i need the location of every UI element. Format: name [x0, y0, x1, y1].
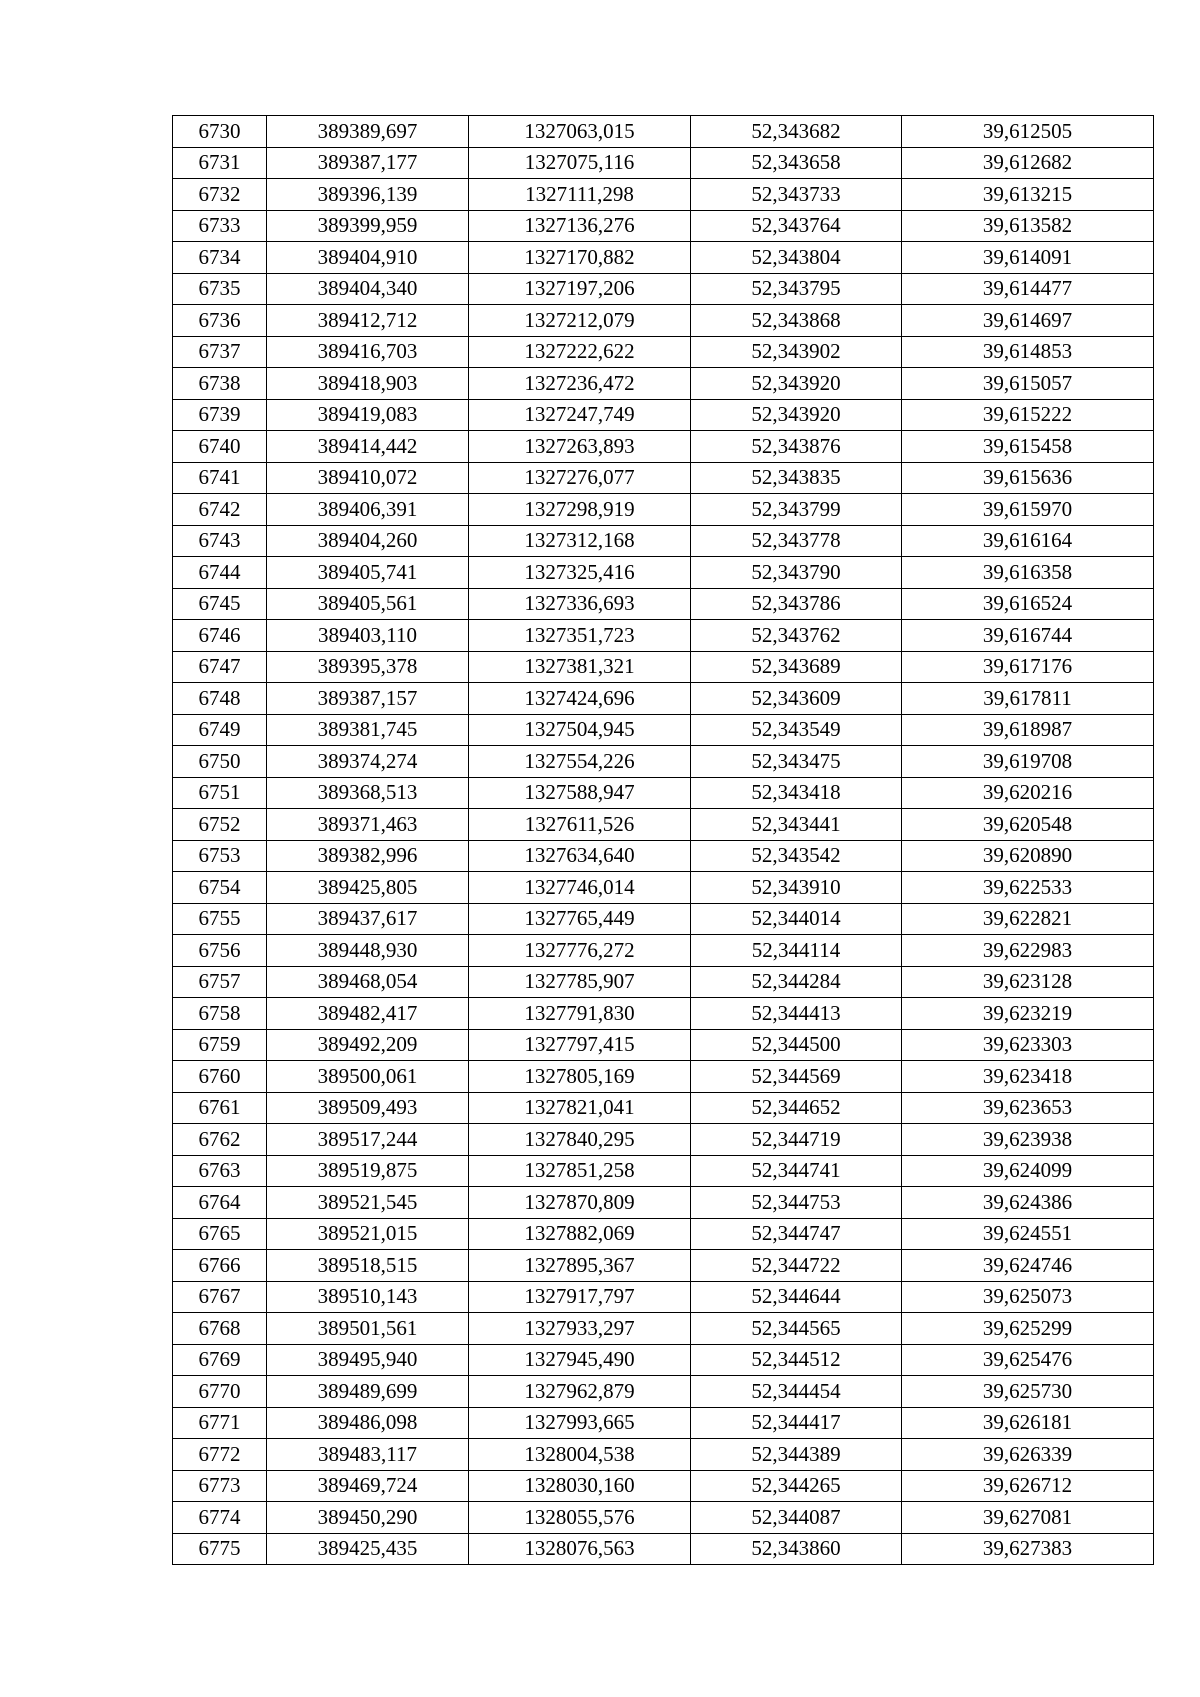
y-coordinate-cell: 1327945,490 [469, 1344, 691, 1376]
longitude-cell: 39,613582 [902, 210, 1154, 242]
point-number-cell: 6751 [173, 777, 267, 809]
table-row [173, 494, 1154, 526]
x-coordinate-cell: 389500,061 [267, 1061, 469, 1093]
point-number-cell: 6772 [173, 1439, 267, 1471]
point-number-cell: 6741 [173, 462, 267, 494]
longitude-cell: 39,625073 [902, 1281, 1154, 1313]
table-row [173, 1470, 1154, 1502]
point-number-cell: 6743 [173, 525, 267, 557]
x-coordinate-cell: 389517,244 [267, 1124, 469, 1156]
x-coordinate-cell: 389374,274 [267, 746, 469, 778]
y-coordinate-cell: 1327063,015 [469, 116, 691, 148]
latitude-cell: 52,344569 [691, 1061, 902, 1093]
table-row [173, 399, 1154, 431]
latitude-cell: 52,344719 [691, 1124, 902, 1156]
point-number-cell: 6773 [173, 1470, 267, 1502]
latitude-cell: 52,343902 [691, 336, 902, 368]
table-row [173, 998, 1154, 1030]
longitude-cell: 39,617176 [902, 651, 1154, 683]
point-number-cell: 6749 [173, 714, 267, 746]
latitude-cell: 52,343790 [691, 557, 902, 589]
x-coordinate-cell: 389501,561 [267, 1313, 469, 1345]
y-coordinate-cell: 1327212,079 [469, 305, 691, 337]
longitude-cell: 39,615458 [902, 431, 1154, 463]
y-coordinate-cell: 1328004,538 [469, 1439, 691, 1471]
x-coordinate-cell: 389381,745 [267, 714, 469, 746]
y-coordinate-cell: 1327197,206 [469, 273, 691, 305]
latitude-cell: 52,343876 [691, 431, 902, 463]
point-number-cell: 6759 [173, 1029, 267, 1061]
point-number-cell: 6769 [173, 1344, 267, 1376]
table-row [173, 431, 1154, 463]
y-coordinate-cell: 1327298,919 [469, 494, 691, 526]
table-row [173, 1533, 1154, 1565]
longitude-cell: 39,623128 [902, 966, 1154, 998]
latitude-cell: 52,344512 [691, 1344, 902, 1376]
x-coordinate-cell: 389405,561 [267, 588, 469, 620]
latitude-cell: 52,343804 [691, 242, 902, 274]
coordinates-table [172, 115, 1154, 1565]
table-row [173, 1439, 1154, 1471]
longitude-cell: 39,614853 [902, 336, 1154, 368]
longitude-cell: 39,623303 [902, 1029, 1154, 1061]
x-coordinate-cell: 389412,712 [267, 305, 469, 337]
latitude-cell: 52,343689 [691, 651, 902, 683]
table-row [173, 746, 1154, 778]
x-coordinate-cell: 389406,391 [267, 494, 469, 526]
x-coordinate-cell: 389371,463 [267, 809, 469, 841]
y-coordinate-cell: 1327554,226 [469, 746, 691, 778]
table-row [173, 683, 1154, 715]
latitude-cell: 52,344087 [691, 1502, 902, 1534]
table-row [173, 1407, 1154, 1439]
table-row [173, 1250, 1154, 1282]
point-number-cell: 6731 [173, 147, 267, 179]
y-coordinate-cell: 1328030,160 [469, 1470, 691, 1502]
y-coordinate-cell: 1327797,415 [469, 1029, 691, 1061]
longitude-cell: 39,623418 [902, 1061, 1154, 1093]
longitude-cell: 39,622983 [902, 935, 1154, 967]
point-number-cell: 6761 [173, 1092, 267, 1124]
y-coordinate-cell: 1327075,116 [469, 147, 691, 179]
y-coordinate-cell: 1327746,014 [469, 872, 691, 904]
table-row [173, 809, 1154, 841]
table-row [173, 1061, 1154, 1093]
point-number-cell: 6740 [173, 431, 267, 463]
y-coordinate-cell: 1327504,945 [469, 714, 691, 746]
latitude-cell: 52,343920 [691, 399, 902, 431]
point-number-cell: 6767 [173, 1281, 267, 1313]
longitude-cell: 39,622533 [902, 872, 1154, 904]
point-number-cell: 6738 [173, 368, 267, 400]
y-coordinate-cell: 1327611,526 [469, 809, 691, 841]
latitude-cell: 52,343764 [691, 210, 902, 242]
x-coordinate-cell: 389368,513 [267, 777, 469, 809]
longitude-cell: 39,623653 [902, 1092, 1154, 1124]
point-number-cell: 6753 [173, 840, 267, 872]
latitude-cell: 52,343658 [691, 147, 902, 179]
y-coordinate-cell: 1327933,297 [469, 1313, 691, 1345]
table-row [173, 1029, 1154, 1061]
point-number-cell: 6775 [173, 1533, 267, 1565]
y-coordinate-cell: 1328076,563 [469, 1533, 691, 1565]
x-coordinate-cell: 389492,209 [267, 1029, 469, 1061]
x-coordinate-cell: 389468,054 [267, 966, 469, 998]
longitude-cell: 39,619708 [902, 746, 1154, 778]
point-number-cell: 6752 [173, 809, 267, 841]
point-number-cell: 6754 [173, 872, 267, 904]
longitude-cell: 39,625476 [902, 1344, 1154, 1376]
table-row [173, 368, 1154, 400]
latitude-cell: 52,344389 [691, 1439, 902, 1471]
table-row [173, 273, 1154, 305]
table-row [173, 525, 1154, 557]
y-coordinate-cell: 1327634,640 [469, 840, 691, 872]
latitude-cell: 52,343786 [691, 588, 902, 620]
table-row [173, 305, 1154, 337]
table-row [173, 903, 1154, 935]
latitude-cell: 52,344265 [691, 1470, 902, 1502]
x-coordinate-cell: 389404,260 [267, 525, 469, 557]
x-coordinate-cell: 389382,996 [267, 840, 469, 872]
y-coordinate-cell: 1327263,893 [469, 431, 691, 463]
table-row [173, 210, 1154, 242]
longitude-cell: 39,625299 [902, 1313, 1154, 1345]
latitude-cell: 52,344500 [691, 1029, 902, 1061]
latitude-cell: 52,343860 [691, 1533, 902, 1565]
point-number-cell: 6746 [173, 620, 267, 652]
x-coordinate-cell: 389405,741 [267, 557, 469, 589]
latitude-cell: 52,344284 [691, 966, 902, 998]
y-coordinate-cell: 1327236,472 [469, 368, 691, 400]
x-coordinate-cell: 389518,515 [267, 1250, 469, 1282]
point-number-cell: 6735 [173, 273, 267, 305]
latitude-cell: 52,343549 [691, 714, 902, 746]
y-coordinate-cell: 1327791,830 [469, 998, 691, 1030]
point-number-cell: 6750 [173, 746, 267, 778]
longitude-cell: 39,624099 [902, 1155, 1154, 1187]
y-coordinate-cell: 1327111,298 [469, 179, 691, 211]
y-coordinate-cell: 1327312,168 [469, 525, 691, 557]
y-coordinate-cell: 1327882,069 [469, 1218, 691, 1250]
y-coordinate-cell: 1327336,693 [469, 588, 691, 620]
point-number-cell: 6774 [173, 1502, 267, 1534]
point-number-cell: 6771 [173, 1407, 267, 1439]
y-coordinate-cell: 1327276,077 [469, 462, 691, 494]
y-coordinate-cell: 1328055,576 [469, 1502, 691, 1534]
x-coordinate-cell: 389416,703 [267, 336, 469, 368]
point-number-cell: 6730 [173, 116, 267, 148]
table-row [173, 242, 1154, 274]
y-coordinate-cell: 1327962,879 [469, 1376, 691, 1408]
x-coordinate-cell: 389509,493 [267, 1092, 469, 1124]
latitude-cell: 52,343868 [691, 305, 902, 337]
longitude-cell: 39,624746 [902, 1250, 1154, 1282]
x-coordinate-cell: 389448,930 [267, 935, 469, 967]
point-number-cell: 6732 [173, 179, 267, 211]
longitude-cell: 39,617811 [902, 683, 1154, 715]
longitude-cell: 39,620890 [902, 840, 1154, 872]
longitude-cell: 39,627081 [902, 1502, 1154, 1534]
x-coordinate-cell: 389403,110 [267, 620, 469, 652]
longitude-cell: 39,626339 [902, 1439, 1154, 1471]
point-number-cell: 6768 [173, 1313, 267, 1345]
x-coordinate-cell: 389483,117 [267, 1439, 469, 1471]
longitude-cell: 39,623938 [902, 1124, 1154, 1156]
x-coordinate-cell: 389410,072 [267, 462, 469, 494]
longitude-cell: 39,615057 [902, 368, 1154, 400]
table-row [173, 1502, 1154, 1534]
table-row [173, 714, 1154, 746]
y-coordinate-cell: 1327765,449 [469, 903, 691, 935]
latitude-cell: 52,344417 [691, 1407, 902, 1439]
table-row [173, 336, 1154, 368]
longitude-cell: 39,615636 [902, 462, 1154, 494]
point-number-cell: 6766 [173, 1250, 267, 1282]
longitude-cell: 39,626712 [902, 1470, 1154, 1502]
longitude-cell: 39,620548 [902, 809, 1154, 841]
longitude-cell: 39,613215 [902, 179, 1154, 211]
point-number-cell: 6737 [173, 336, 267, 368]
y-coordinate-cell: 1327170,882 [469, 242, 691, 274]
longitude-cell: 39,616744 [902, 620, 1154, 652]
x-coordinate-cell: 389425,805 [267, 872, 469, 904]
longitude-cell: 39,625730 [902, 1376, 1154, 1408]
longitude-cell: 39,616524 [902, 588, 1154, 620]
table-row [173, 1124, 1154, 1156]
point-number-cell: 6733 [173, 210, 267, 242]
y-coordinate-cell: 1327993,665 [469, 1407, 691, 1439]
x-coordinate-cell: 389469,724 [267, 1470, 469, 1502]
latitude-cell: 52,343799 [691, 494, 902, 526]
y-coordinate-cell: 1327247,749 [469, 399, 691, 431]
x-coordinate-cell: 389404,910 [267, 242, 469, 274]
longitude-cell: 39,615970 [902, 494, 1154, 526]
longitude-cell: 39,612682 [902, 147, 1154, 179]
table-row [173, 1218, 1154, 1250]
latitude-cell: 52,343733 [691, 179, 902, 211]
latitude-cell: 52,343418 [691, 777, 902, 809]
point-number-cell: 6756 [173, 935, 267, 967]
point-number-cell: 6748 [173, 683, 267, 715]
latitude-cell: 52,344565 [691, 1313, 902, 1345]
longitude-cell: 39,616164 [902, 525, 1154, 557]
point-number-cell: 6734 [173, 242, 267, 274]
point-number-cell: 6760 [173, 1061, 267, 1093]
point-number-cell: 6755 [173, 903, 267, 935]
x-coordinate-cell: 389404,340 [267, 273, 469, 305]
latitude-cell: 52,344413 [691, 998, 902, 1030]
point-number-cell: 6758 [173, 998, 267, 1030]
x-coordinate-cell: 389521,545 [267, 1187, 469, 1219]
table-row [173, 1092, 1154, 1124]
table-row [173, 588, 1154, 620]
point-number-cell: 6770 [173, 1376, 267, 1408]
x-coordinate-cell: 389510,143 [267, 1281, 469, 1313]
x-coordinate-cell: 389418,903 [267, 368, 469, 400]
longitude-cell: 39,618987 [902, 714, 1154, 746]
table-row [173, 966, 1154, 998]
table-row [173, 1187, 1154, 1219]
point-number-cell: 6744 [173, 557, 267, 589]
x-coordinate-cell: 389482,417 [267, 998, 469, 1030]
y-coordinate-cell: 1327870,809 [469, 1187, 691, 1219]
latitude-cell: 52,343682 [691, 116, 902, 148]
y-coordinate-cell: 1327381,321 [469, 651, 691, 683]
x-coordinate-cell: 389387,157 [267, 683, 469, 715]
longitude-cell: 39,623219 [902, 998, 1154, 1030]
y-coordinate-cell: 1327851,258 [469, 1155, 691, 1187]
x-coordinate-cell: 389389,697 [267, 116, 469, 148]
latitude-cell: 52,343795 [691, 273, 902, 305]
y-coordinate-cell: 1327351,723 [469, 620, 691, 652]
table-row [173, 1313, 1154, 1345]
x-coordinate-cell: 389495,940 [267, 1344, 469, 1376]
latitude-cell: 52,344014 [691, 903, 902, 935]
table-row [173, 1344, 1154, 1376]
longitude-cell: 39,622821 [902, 903, 1154, 935]
y-coordinate-cell: 1327895,367 [469, 1250, 691, 1282]
latitude-cell: 52,343609 [691, 683, 902, 715]
y-coordinate-cell: 1327136,276 [469, 210, 691, 242]
latitude-cell: 52,344652 [691, 1092, 902, 1124]
y-coordinate-cell: 1327821,041 [469, 1092, 691, 1124]
x-coordinate-cell: 389396,139 [267, 179, 469, 211]
longitude-cell: 39,620216 [902, 777, 1154, 809]
point-number-cell: 6762 [173, 1124, 267, 1156]
y-coordinate-cell: 1327424,696 [469, 683, 691, 715]
y-coordinate-cell: 1327325,416 [469, 557, 691, 589]
table-row [173, 777, 1154, 809]
longitude-cell: 39,616358 [902, 557, 1154, 589]
y-coordinate-cell: 1327805,169 [469, 1061, 691, 1093]
table-row [173, 147, 1154, 179]
point-number-cell: 6745 [173, 588, 267, 620]
x-coordinate-cell: 389419,083 [267, 399, 469, 431]
table-row [173, 872, 1154, 904]
longitude-cell: 39,614091 [902, 242, 1154, 274]
latitude-cell: 52,344454 [691, 1376, 902, 1408]
table-row [173, 935, 1154, 967]
latitude-cell: 52,343762 [691, 620, 902, 652]
x-coordinate-cell: 389414,442 [267, 431, 469, 463]
table-row [173, 116, 1154, 148]
x-coordinate-cell: 389399,959 [267, 210, 469, 242]
longitude-cell: 39,615222 [902, 399, 1154, 431]
x-coordinate-cell: 389437,617 [267, 903, 469, 935]
x-coordinate-cell: 389489,699 [267, 1376, 469, 1408]
x-coordinate-cell: 389450,290 [267, 1502, 469, 1534]
x-coordinate-cell: 389519,875 [267, 1155, 469, 1187]
point-number-cell: 6764 [173, 1187, 267, 1219]
longitude-cell: 39,627383 [902, 1533, 1154, 1565]
table-row [173, 620, 1154, 652]
x-coordinate-cell: 389521,015 [267, 1218, 469, 1250]
latitude-cell: 52,343441 [691, 809, 902, 841]
point-number-cell: 6747 [173, 651, 267, 683]
point-number-cell: 6742 [173, 494, 267, 526]
coordinates-table-body [173, 116, 1154, 1565]
x-coordinate-cell: 389486,098 [267, 1407, 469, 1439]
latitude-cell: 52,344722 [691, 1250, 902, 1282]
longitude-cell: 39,614477 [902, 273, 1154, 305]
longitude-cell: 39,614697 [902, 305, 1154, 337]
latitude-cell: 52,344114 [691, 935, 902, 967]
latitude-cell: 52,343475 [691, 746, 902, 778]
longitude-cell: 39,612505 [902, 116, 1154, 148]
point-number-cell: 6736 [173, 305, 267, 337]
latitude-cell: 52,343910 [691, 872, 902, 904]
longitude-cell: 39,626181 [902, 1407, 1154, 1439]
latitude-cell: 52,344741 [691, 1155, 902, 1187]
latitude-cell: 52,343835 [691, 462, 902, 494]
table-row [173, 1281, 1154, 1313]
latitude-cell: 52,344753 [691, 1187, 902, 1219]
x-coordinate-cell: 389387,177 [267, 147, 469, 179]
y-coordinate-cell: 1327917,797 [469, 1281, 691, 1313]
table-row [173, 179, 1154, 211]
y-coordinate-cell: 1327840,295 [469, 1124, 691, 1156]
y-coordinate-cell: 1327222,622 [469, 336, 691, 368]
point-number-cell: 6765 [173, 1218, 267, 1250]
table-row [173, 840, 1154, 872]
x-coordinate-cell: 389395,378 [267, 651, 469, 683]
y-coordinate-cell: 1327785,907 [469, 966, 691, 998]
point-number-cell: 6763 [173, 1155, 267, 1187]
longitude-cell: 39,624551 [902, 1218, 1154, 1250]
point-number-cell: 6739 [173, 399, 267, 431]
y-coordinate-cell: 1327776,272 [469, 935, 691, 967]
latitude-cell: 52,344747 [691, 1218, 902, 1250]
table-row [173, 1155, 1154, 1187]
longitude-cell: 39,624386 [902, 1187, 1154, 1219]
x-coordinate-cell: 389425,435 [267, 1533, 469, 1565]
latitude-cell: 52,344644 [691, 1281, 902, 1313]
table-row [173, 462, 1154, 494]
point-number-cell: 6757 [173, 966, 267, 998]
latitude-cell: 52,343542 [691, 840, 902, 872]
latitude-cell: 52,343920 [691, 368, 902, 400]
table-row [173, 651, 1154, 683]
table-row [173, 1376, 1154, 1408]
y-coordinate-cell: 1327588,947 [469, 777, 691, 809]
table-row [173, 557, 1154, 589]
latitude-cell: 52,343778 [691, 525, 902, 557]
